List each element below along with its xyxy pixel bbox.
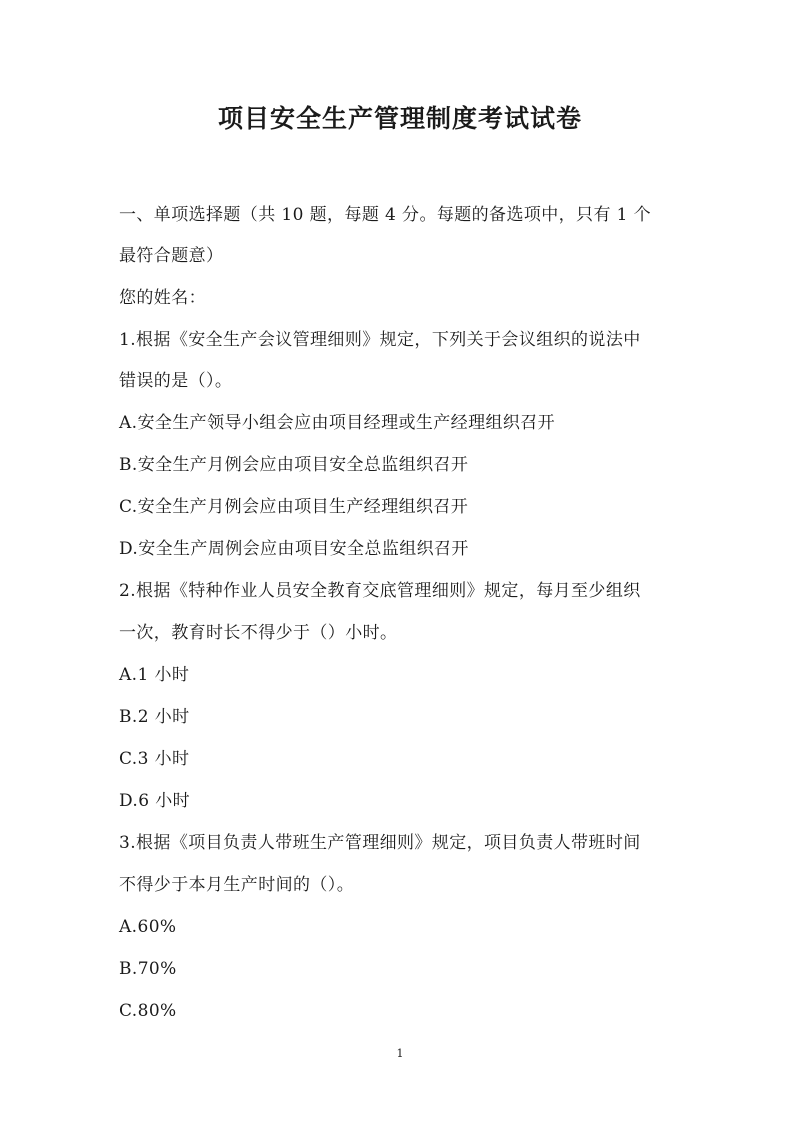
document-title: 项目安全生产管理制度考试试卷 (217, 104, 582, 133)
section-heading-line-2: 最符合题意） (119, 246, 224, 266)
section-heading-line-1: 一、单项选择题（共 10 题，每题 4 分。每题的备选项中，只有 1 个 (119, 205, 652, 225)
question-2-option-c: C.3 小时 (119, 749, 190, 769)
page-number: 1 (396, 1047, 404, 1060)
question-1-text-line-1: 1.根据《安全生产会议管理细则》规定，下列关于会议组织的说法中 (119, 330, 641, 350)
question-3-option-b: B.70% (119, 959, 177, 979)
question-2-text-line-2: 一次，教育时长不得少于（）小时。 (119, 623, 398, 643)
question-1-text-line-2: 错误的是（）。 (119, 371, 233, 391)
question-2-option-b: B.2 小时 (119, 707, 190, 727)
question-2-option-a: A.1 小时 (119, 665, 190, 685)
question-3-text-line-2: 不得少于本月生产时间的（）。 (119, 875, 355, 895)
name-label: 您的姓名： (119, 288, 206, 308)
question-2-text-line-1: 2.根据《特种作业人员安全教育交底管理细则》规定，每月至少组织 (119, 581, 641, 601)
question-1-option-a: A.安全生产领导小组会应由项目经理或生产经理组织召开 (119, 413, 556, 433)
question-3-option-c: C.80% (119, 1001, 177, 1021)
question-1-option-d: D.安全生产周例会应由项目安全总监组织召开 (119, 539, 469, 559)
question-1-option-b: B.安全生产月例会应由项目安全总监组织召开 (119, 455, 469, 475)
question-2-option-d: D.6 小时 (119, 791, 191, 811)
question-3-option-a: A.60% (119, 917, 177, 937)
question-3-text-line-1: 3.根据《项目负责人带班生产管理细则》规定，项目负责人带班时间 (119, 833, 641, 853)
question-1-option-c: C.安全生产月例会应由项目生产经理组织召开 (119, 497, 469, 517)
